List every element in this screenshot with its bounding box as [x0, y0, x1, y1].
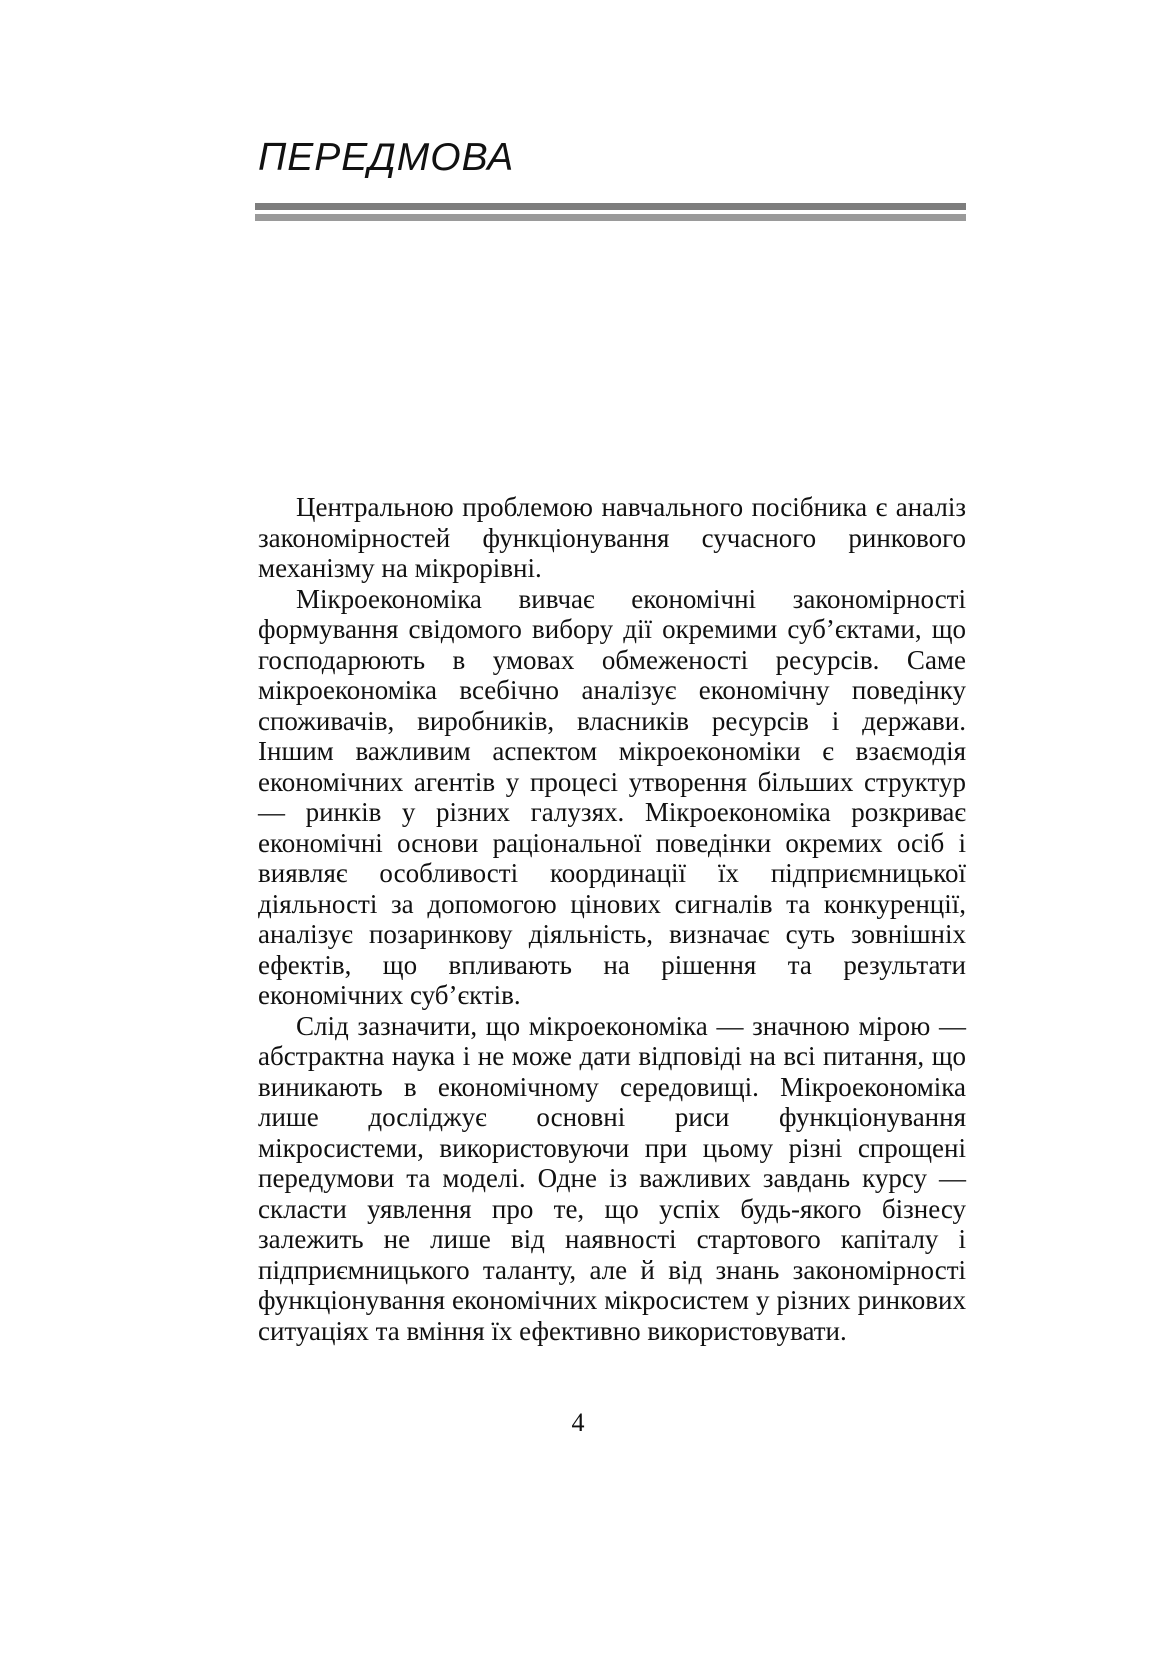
paragraph-microeconomics-scope: Слід зазначити, що мікроекономіка — значною мірою — абстрактна наука і не може дати відповіді на всі питання, що виникають в економічному середовищі. Мікроекономіка лише досліджує основні риси функціонування мікросистеми, використовуючи при цьому різні спрощені передумови та моделі. Одне із важливих завдань курсу — скласти уявлення про те, що успіх будь-якого бізнесу залежить не лише від наявності стартового капіталу і підприємницького таланту, але й від знань закономірності функціонування економічних мікросистем у різних ринкових ситуаціях та вміння їх ефективно використовувати.: [258, 1010, 966, 1346]
double-rule-divider: [255, 203, 966, 221]
rule-bar-top: [255, 203, 966, 210]
chapter-title: ПЕРЕДМОВА: [258, 136, 515, 179]
paragraph-microeconomics-definition: Мікроекономіка вивчає економічні закономірності формування свідомого вибору дії окремими суб’єктами, що господарюють в умовах обмеженості ресурсів. Саме мікроекономіка всебічно аналізує економічну поведінку споживачів, виробників, власників ресурсів і держави. Іншим важливим аспектом мікроекономіки є взаємодія економічних агентів у процесі утворення більших структур — ринків у різних галузях. Мікроекономіка розкриває економічні основи раціональної поведінки окремих осіб і виявляє особливості координації їх підприємницької діяльності за допомогою цінових сигналів та конкуренції, аналізує позаринкову діяльність, визначає суть зовнішніх ефектів, що впливають на рішення та результати економічних суб’єктів.: [258, 583, 966, 1010]
body-text: [258, 492, 966, 1346]
rule-bar-bottom: [255, 214, 966, 221]
paragraph-intro: Центральною проблемою навчального посібника є аналіз закономірностей функціонування сучасного ринкового механізму на мікрорівні.: [258, 492, 966, 583]
page-number: 4: [571, 1408, 585, 1437]
